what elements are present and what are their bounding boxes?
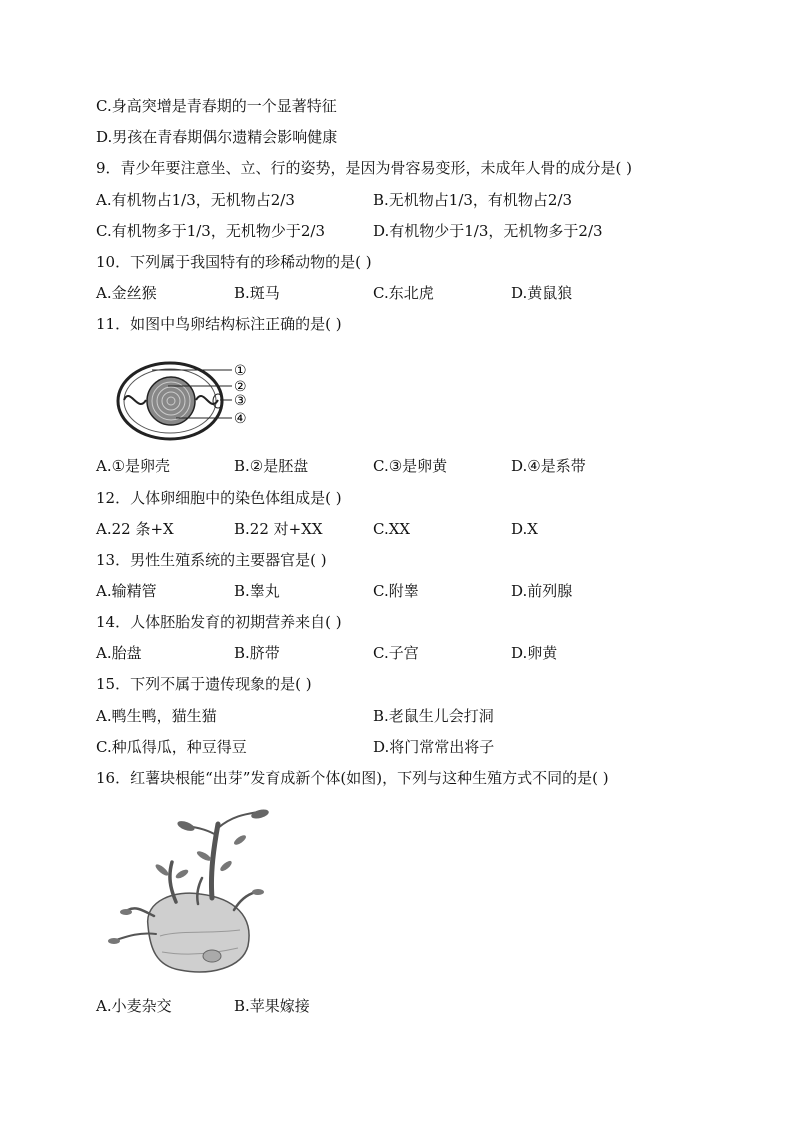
q9-option-b: B.无机物占1/3，有机物占2/3 [373,191,573,209]
q11-option-c: C.③是卵黄 [373,457,448,475]
q15-option-b: B.老鼠生儿会打洞 [373,707,494,725]
q13-stem: 13．男性生殖系统的主要器官是( ) [96,551,327,569]
q9-option-c: C.有机物多于1/3，无机物少于2/3 [96,222,325,240]
egg-label-1: ① [234,363,247,379]
egg-label-4: ④ [234,411,247,427]
egg-label-3: ③ [234,393,247,409]
small-sprout-4 [234,892,256,910]
q15-option-d: D.将门常常出将子 [373,738,495,756]
q13-option-b: B.睾丸 [234,582,280,600]
q16-option-a: A.小麦杂交 [96,997,172,1015]
q12-stem: 12．人体卵细胞中的染色体组成是( ) [96,489,342,507]
q11-option-d: D.④是系带 [511,457,586,475]
q16-option-b: B.苹果嫁接 [234,997,310,1015]
q12-option-b: B.22 对+XX [234,520,323,538]
bird-egg-figure [112,356,262,446]
q10-option-a: A.金丝猴 [96,284,157,302]
q14-option-b: B.脐带 [234,644,280,662]
q10-option-c: C.东北虎 [373,284,434,302]
q9-option-a: A.有机物占1/3，无机物占2/3 [96,191,295,209]
q13-option-c: C.附睾 [373,582,419,600]
q15-option-a: A.鸭生鸭，猫生猫 [96,707,217,725]
q9-option-d: D.有机物少于1/3，无机物多于2/3 [373,222,603,240]
line-c: C.身高突增是青春期的一个显著特征 [96,97,337,115]
sweet-potato-figure [100,806,290,981]
q14-option-c: C.子宫 [373,644,419,662]
line-d: D.男孩在青春期偶尔遗精会影响健康 [96,128,338,146]
q14-option-d: D.卵黄 [511,644,558,662]
q14-option-a: A.胎盘 [96,644,142,662]
q10-option-b: B.斑马 [234,284,280,302]
q15-option-c: C.种瓜得瓜，种豆得豆 [96,738,247,756]
q10-stem: 10．下列属于我国特有的珍稀动物的是( ) [96,253,372,271]
q11-option-a: A.①是卵壳 [96,457,171,475]
q13-option-d: D.前列腺 [511,582,573,600]
egg-label-2: ② [234,379,247,395]
q10-option-d: D.黄鼠狼 [511,284,573,302]
q13-option-a: A.输精管 [96,582,157,600]
q12-option-d: D.X [511,520,538,538]
q15-stem: 15．下列不属于遗传现象的是( ) [96,675,312,693]
q9-stem: 9．青少年要注意坐、立、行的姿势，是因为骨容易变形，未成年人骨的成分是( ) [96,159,633,177]
q14-stem: 14．人体胚胎发育的初期营养来自( ) [96,613,342,631]
q11-stem: 11．如图中鸟卵结构标注正确的是( ) [96,315,342,333]
q12-option-c: C.XX [373,520,411,538]
q12-option-a: A.22 条+X [96,520,174,538]
q11-option-b: B.②是胚盘 [234,457,309,475]
q16-stem: 16．红薯块根能“出芽”发育成新个体(如图)，下列与这种生殖方式不同的是( ) [96,769,609,787]
